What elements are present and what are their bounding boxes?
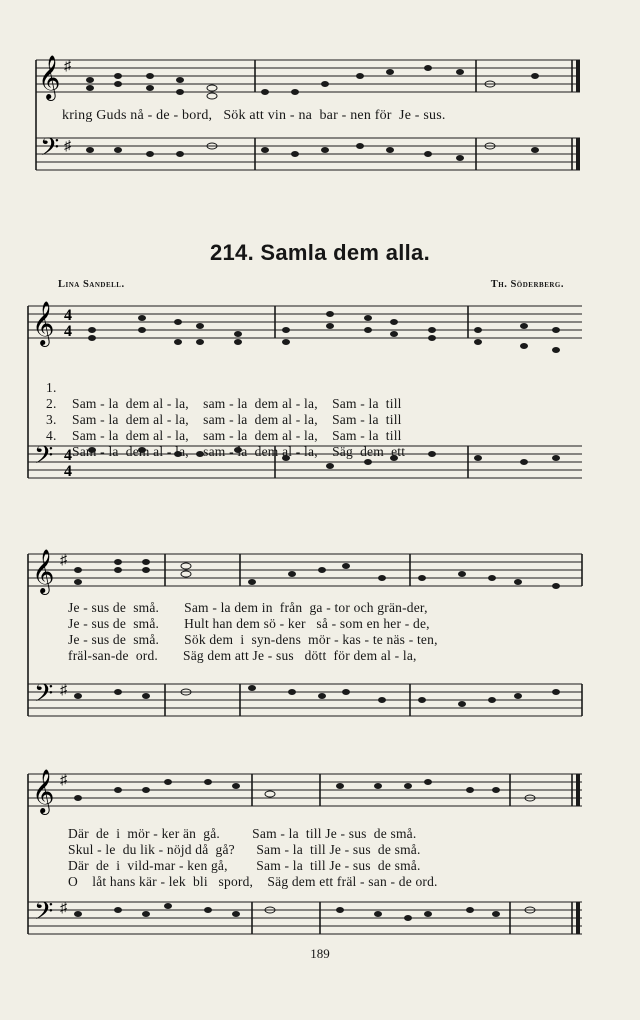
- lyric-line: Där de i vild-mar - ken gå, Sam - la till Je - sus de små.: [68, 858, 421, 873]
- verse-number: 2.: [46, 396, 57, 411]
- verse-number: 1.: [46, 380, 57, 395]
- lyric-line: fräl-san-de ord. Säg dem att Je - sus dött för dem al - la,: [68, 648, 417, 663]
- lyric-line: Skul - le du lik - nöjd då gå? Sam - la till Je - sus de små.: [68, 842, 421, 857]
- hymn-heading: [0, 240, 640, 266]
- sharp-icon: ♯: [64, 139, 71, 154]
- treble-staff: [28, 306, 582, 338]
- notes-bass: [74, 685, 560, 707]
- verse-number: 4.: [46, 428, 57, 443]
- time-signature-bottom: 4: [64, 323, 72, 340]
- lyric-line: Sam - la dem al - la, sam - la dem al - la, Sam - la till: [72, 412, 402, 427]
- bass-staff: [28, 902, 582, 934]
- notes-treble: [74, 559, 560, 589]
- treble-staff: [28, 554, 582, 586]
- bass-clef-icon: 𝄢: [34, 897, 54, 932]
- lyricist-credit: Lina Sandell.: [58, 279, 125, 290]
- bass-clef-icon: 𝄢: [40, 133, 60, 168]
- time-signature-top: 4: [64, 447, 72, 464]
- lyric-line: Je - sus de små. Sam - la dem in från ga - tor och grän-der,: [68, 600, 428, 615]
- lyric-line: Sam - la dem al - la, sam - la dem al - la, Sam - la till: [72, 428, 402, 443]
- lyric-line: Je - sus de små. Sök dem i syn-dens mör - kas - te näs - ten,: [68, 632, 438, 647]
- sharp-icon: ♯: [60, 683, 67, 698]
- notes-treble: [88, 311, 560, 353]
- previous-hymn-staves: [0, 50, 640, 200]
- treble-clef-icon: 𝄞: [32, 301, 55, 345]
- time-signature-top: 4: [64, 307, 72, 324]
- sharp-icon: ♯: [60, 553, 67, 568]
- composer-credit: Th. Söderberg.: [490, 279, 564, 290]
- lyric-line: Sam - la dem al - la, sam - la dem al - la, Säg dem ett: [72, 444, 406, 459]
- hymn-title: Samla dem alla.: [260, 240, 431, 265]
- page-number: 189: [310, 946, 330, 961]
- previous-hymn-lyric: kring Guds nå - de - bord, Sök att vin - na bar - nen för Je - sus.: [62, 108, 446, 123]
- sharp-icon: ♯: [64, 59, 71, 74]
- lyric-line: Je - sus de små. Hult han dem sö - ker så - som en her - de,: [68, 616, 430, 631]
- treble-clef-icon: 𝄞: [38, 55, 61, 99]
- bass-clef-icon: 𝄢: [34, 679, 54, 714]
- time-signature-bottom: 4: [64, 463, 72, 480]
- lyric-line: Sam - la dem al - la, sam - la dem al - la, Sam - la till: [72, 396, 402, 411]
- sharp-icon: ♯: [60, 773, 67, 788]
- lyric-line: O låt hans kär - lek bli spord, Säg dem ett fräl - san - de ord.: [68, 874, 438, 889]
- sharp-icon: ♯: [60, 901, 67, 916]
- treble-clef-icon: 𝄞: [32, 769, 55, 813]
- notes-treble: [86, 65, 539, 99]
- bass-staff: [36, 138, 580, 170]
- lyric-line: Där de i mör - ker än gå. Sam - la till Je - sus de små.: [68, 826, 417, 841]
- hymn-number: 214.: [209, 240, 254, 265]
- bass-staff: [28, 684, 582, 716]
- treble-clef-icon: 𝄞: [32, 549, 55, 593]
- verse-number: 3.: [46, 412, 57, 427]
- bass-clef-icon: 𝄢: [34, 441, 54, 476]
